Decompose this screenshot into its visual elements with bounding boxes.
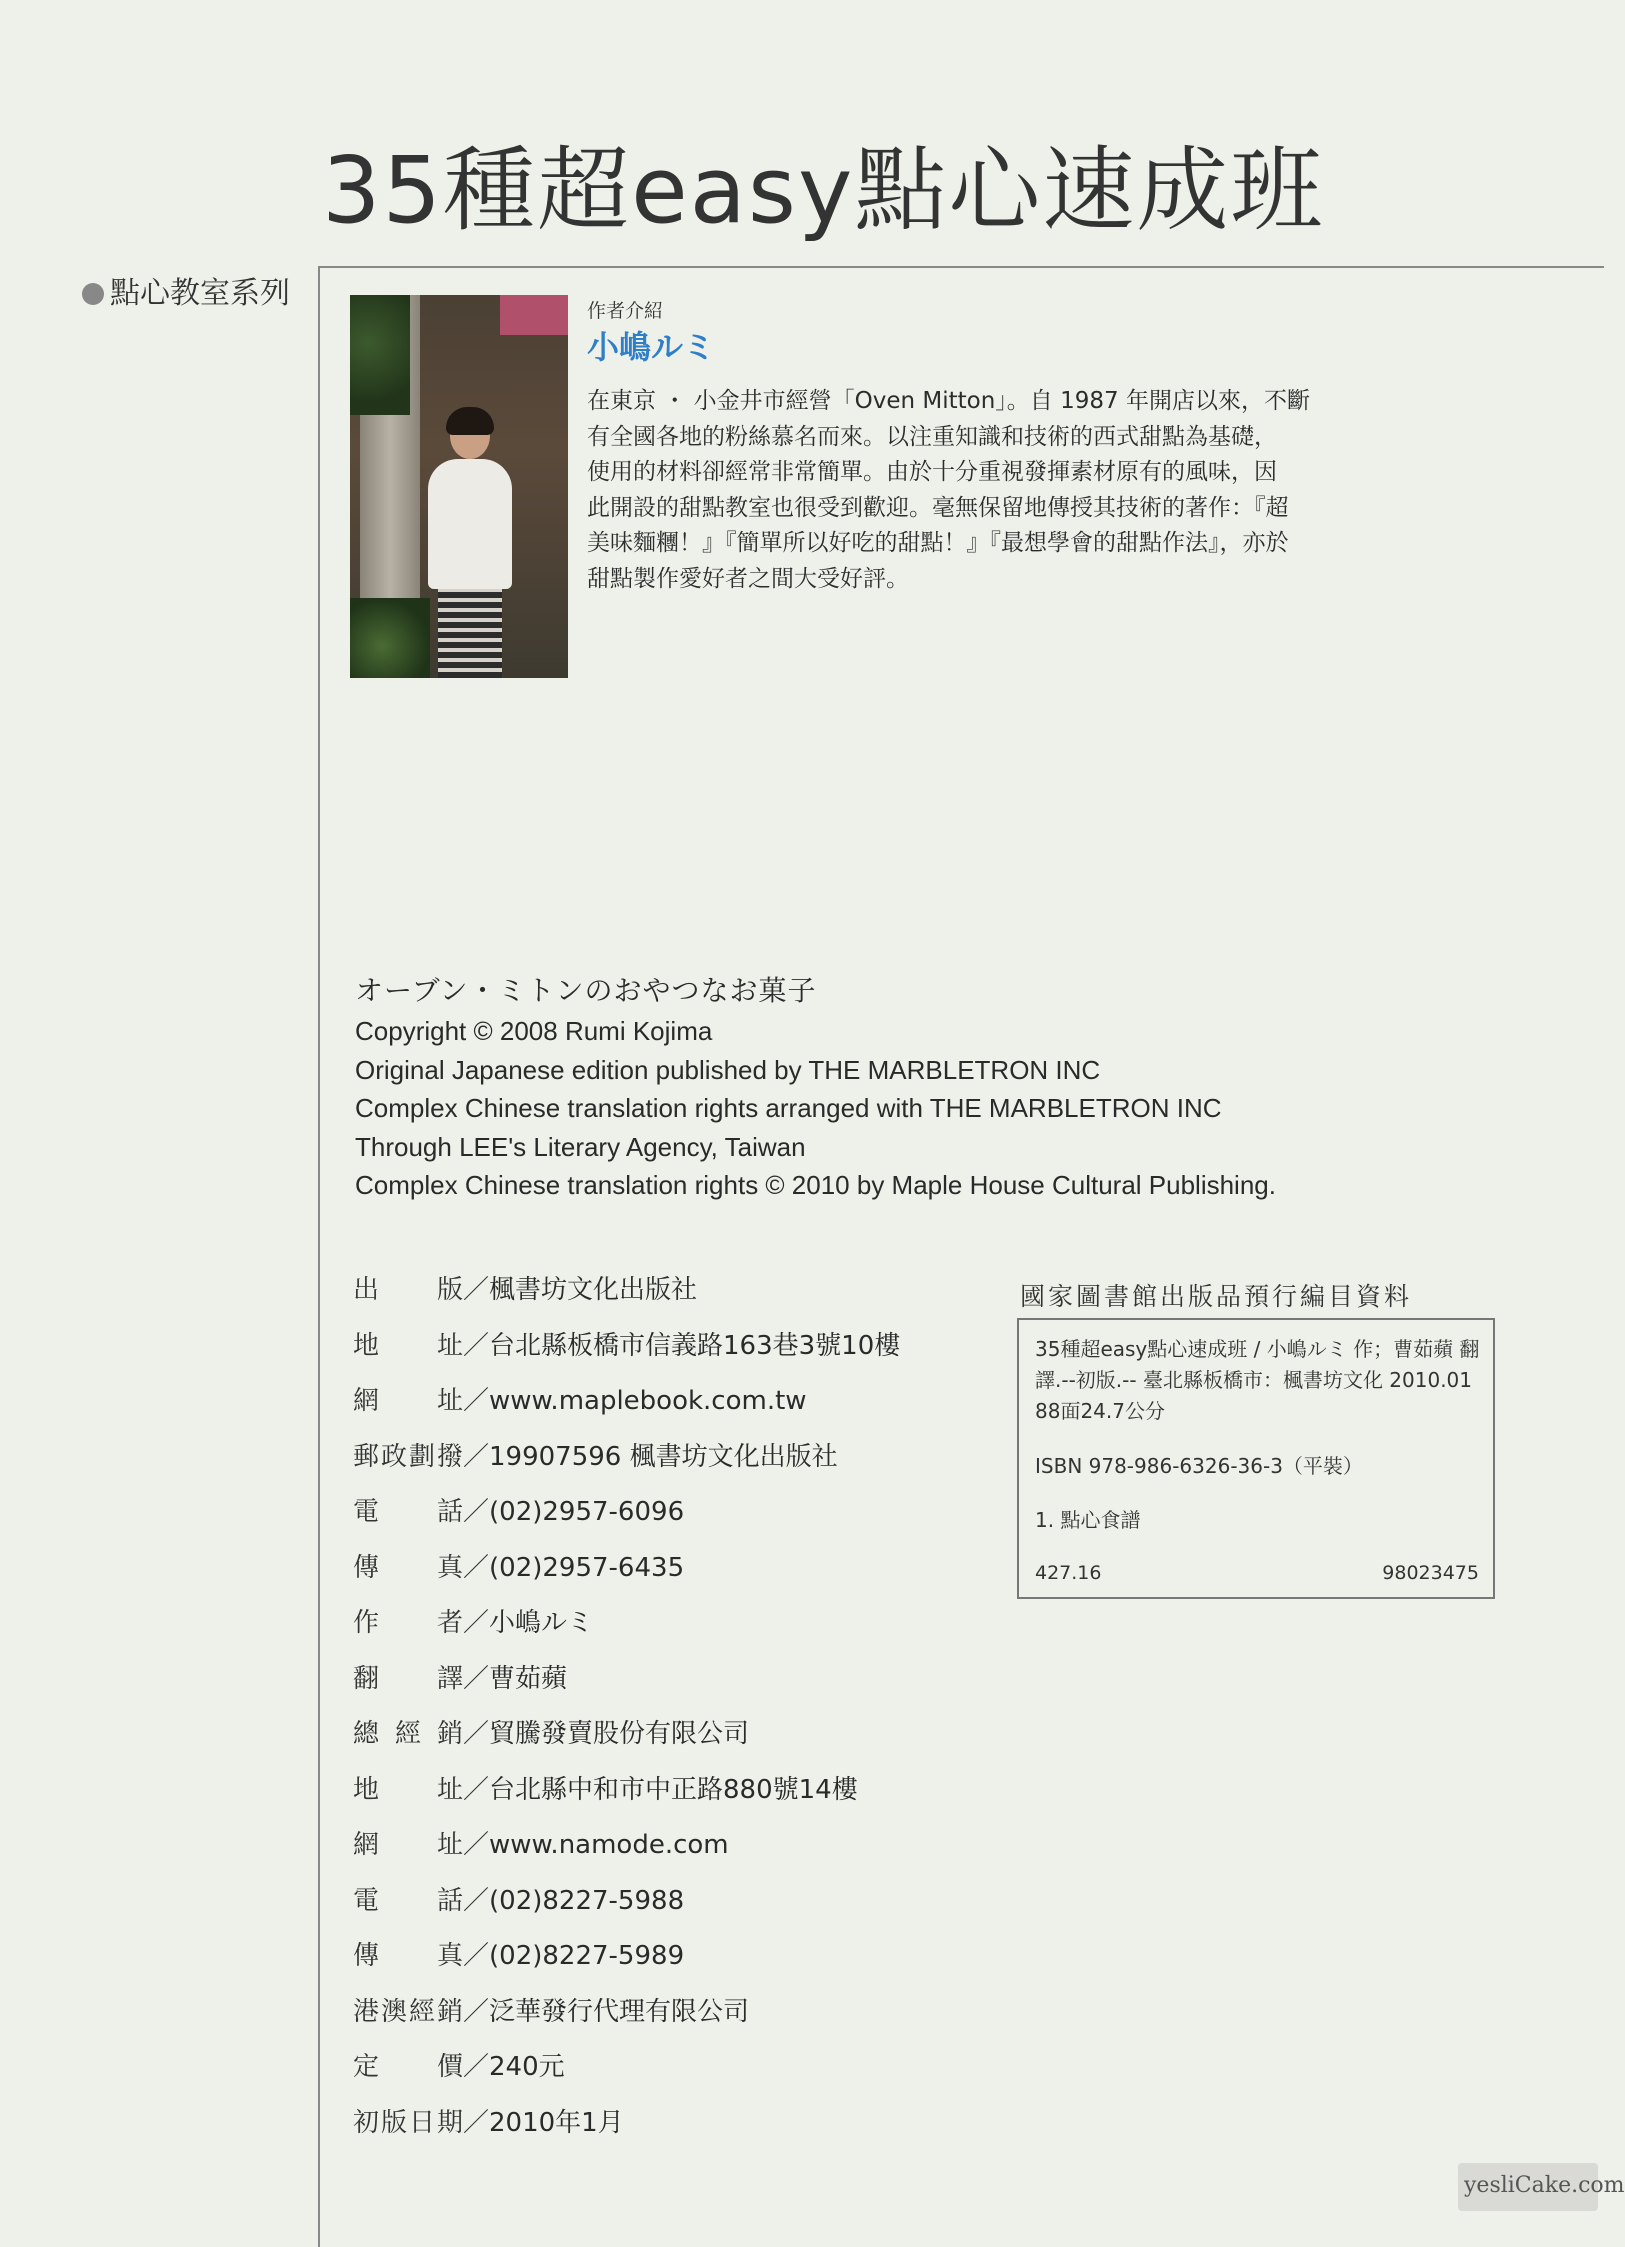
colophon-label: 網址 bbox=[353, 1386, 463, 1416]
colophon-separator: ／ bbox=[463, 2107, 490, 2138]
author-photo bbox=[350, 295, 568, 678]
colophon-label: 港澳經銷 bbox=[353, 1996, 463, 2027]
colophon-separator: ／ bbox=[463, 1608, 490, 1638]
copyright-block bbox=[355, 970, 1276, 1205]
cip-title: 國家圖書館出版品預行編目資料 bbox=[1020, 1282, 1413, 1311]
colophon-row bbox=[353, 1881, 684, 1921]
colophon-row bbox=[353, 1825, 729, 1865]
original-title: オーブン・ミトンのおやつなお菓子 bbox=[355, 974, 817, 1007]
colophon-value: 台北縣板橋市信義路163巷3號10樓 bbox=[489, 1330, 901, 1361]
author-name: 小嶋ルミ bbox=[587, 328, 716, 366]
cip-record-number: 98023475 bbox=[1382, 1562, 1479, 1584]
bio-line: 美味麵糰！』『簡單所以好吃的甜點！』『最想學會的甜點作法』，亦於 bbox=[587, 530, 1289, 556]
bio-line: 此開設的甜點教室也很受到歡迎。毫無保留地傳授其技術的著作：『超 bbox=[587, 494, 1289, 521]
colophon-label: 總經銷 bbox=[353, 1719, 463, 1749]
colophon-separator: ／ bbox=[463, 1330, 490, 1361]
colophon-label: 郵政劃撥 bbox=[353, 1441, 463, 1472]
colophon-value: (02)2957-6096 bbox=[489, 1497, 685, 1527]
series-name: 點心教室系列 bbox=[110, 276, 290, 311]
colophon-label: 傳真 bbox=[353, 1552, 463, 1583]
cip-classification: 427.16 bbox=[1035, 1562, 1102, 1584]
colophon-value: (02)8227-5989 bbox=[489, 1941, 685, 1971]
cip-description: 35種超easy點心速成班 / 小嶋ルミ 作；曹茹蘋 翻譯.--初版.-- 臺北縣板橋市：楓書坊文化 2010.01 88面24.7公分 bbox=[1035, 1337, 1480, 1423]
colophon-label: 初版日期 bbox=[353, 2107, 463, 2138]
colophon-separator: ／ bbox=[463, 1441, 490, 1472]
colophon-separator: ／ bbox=[463, 1386, 490, 1416]
colophon-label: 出版 bbox=[353, 1275, 463, 1305]
author-bio bbox=[587, 384, 1347, 597]
watermark-text: yesliCake.com bbox=[1464, 2173, 1625, 2198]
copyright-line: Complex Chinese translation rights arranged with THE MARBLETRON INC bbox=[355, 1093, 1222, 1123]
colophon-separator: ／ bbox=[463, 1275, 490, 1305]
copyright-line: Through LEE's Literary Agency, Taiwan bbox=[355, 1131, 806, 1162]
colophon-value: (02)2957-6435 bbox=[489, 1552, 685, 1583]
colophon-value: www.maplebook.com.tw bbox=[489, 1386, 807, 1416]
colophon-value: 泛華發行代理有限公司 bbox=[489, 1996, 750, 2027]
book-title: 35種超easy點心速成班 bbox=[322, 137, 1325, 244]
copyright-line: Complex Chinese translation rights © 2010 by Maple House Cultural Publishing. bbox=[355, 1170, 1276, 1200]
colophon-separator: ／ bbox=[463, 2052, 490, 2082]
copyright-line: Original Japanese edition published by THE MARBLETRON INC bbox=[355, 1054, 1101, 1085]
series-label bbox=[82, 268, 290, 312]
colophon-value: 19907596 楓書坊文化出版社 bbox=[489, 1441, 838, 1472]
colophon-row bbox=[353, 1770, 858, 1810]
colophon-value: (02)8227-5988 bbox=[489, 1885, 685, 1916]
colophon-label: 翻譯 bbox=[353, 1663, 463, 1694]
bullet-icon bbox=[82, 283, 104, 305]
colophon-row bbox=[353, 1936, 684, 1976]
colophon-row bbox=[353, 1659, 567, 1699]
colophon-label: 作者 bbox=[353, 1608, 463, 1638]
colophon-label: 傳真 bbox=[353, 1941, 463, 1971]
colophon-row bbox=[353, 1270, 697, 1310]
bio-line: 甜點製作愛好者之間大受好評。 bbox=[587, 565, 909, 592]
colophon-separator: ／ bbox=[463, 1497, 490, 1527]
colophon-row bbox=[353, 2047, 565, 2087]
colophon-row bbox=[353, 1492, 684, 1532]
colophon-row bbox=[353, 1603, 593, 1643]
bio-line: 使用的材料卻經常非常簡單。由於十分重視發揮素材原有的風味，因 bbox=[587, 459, 1277, 485]
colophon-label: 電話 bbox=[353, 1885, 463, 1916]
colophon-row bbox=[353, 1437, 838, 1477]
colophon-row bbox=[353, 1714, 749, 1754]
colophon-value: 2010年1月 bbox=[489, 2107, 624, 2138]
colophon-separator: ／ bbox=[463, 1719, 490, 1749]
colophon-separator: ／ bbox=[463, 1830, 490, 1860]
bio-line: 在東京 ・ 小金井市經營「Oven Mitton」。自 1987 年開店以來，不斷 bbox=[587, 388, 1310, 414]
colophon-label: 定價 bbox=[353, 2052, 463, 2082]
colophon-value: 240元 bbox=[489, 2052, 565, 2082]
colophon-row bbox=[353, 1548, 684, 1588]
colophon-label: 地址 bbox=[353, 1774, 463, 1805]
colophon-value: 楓書坊文化出版社 bbox=[489, 1275, 698, 1305]
colophon-label: 電話 bbox=[353, 1497, 463, 1527]
colophon-value: www.namode.com bbox=[489, 1830, 729, 1860]
site-watermark bbox=[1458, 2163, 1625, 2211]
colophon-label: 地址 bbox=[353, 1330, 463, 1361]
colophon-value: 貿騰發賣股份有限公司 bbox=[489, 1719, 750, 1749]
colophon-value: 小嶋ルミ bbox=[489, 1608, 594, 1638]
copyright-line: Copyright © 2008 Rumi Kojima bbox=[355, 1016, 713, 1046]
cip-isbn: ISBN 978-986-6326-36-3（平裝） bbox=[1035, 1454, 1363, 1478]
colophon-value: 曹茹蘋 bbox=[489, 1663, 568, 1694]
colophon-separator: ／ bbox=[463, 1885, 490, 1916]
header-divider bbox=[320, 266, 1604, 268]
colophon-separator: ／ bbox=[463, 1552, 490, 1583]
colophon-value: 台北縣中和市中正路880號14樓 bbox=[489, 1774, 858, 1805]
author-section-label: 作者介紹 bbox=[587, 300, 664, 322]
colophon-separator: ／ bbox=[463, 1941, 490, 1971]
cip-record bbox=[1017, 1318, 1495, 1599]
colophon-separator: ／ bbox=[463, 1774, 490, 1805]
colophon-row bbox=[353, 1381, 807, 1421]
colophon-separator: ／ bbox=[463, 1996, 490, 2027]
colophon-label: 網址 bbox=[353, 1830, 463, 1860]
margin-rule bbox=[318, 266, 320, 2247]
colophon-row bbox=[353, 1992, 749, 2032]
colophon-separator: ／ bbox=[463, 1663, 490, 1694]
colophon-row bbox=[353, 1326, 900, 1366]
cip-subject: 1. 點心食譜 bbox=[1035, 1508, 1141, 1532]
bio-line: 有全國各地的粉絲慕名而來。以注重知識和技術的西式甜點為基礎， bbox=[587, 423, 1277, 450]
colophon-row bbox=[353, 2103, 624, 2143]
